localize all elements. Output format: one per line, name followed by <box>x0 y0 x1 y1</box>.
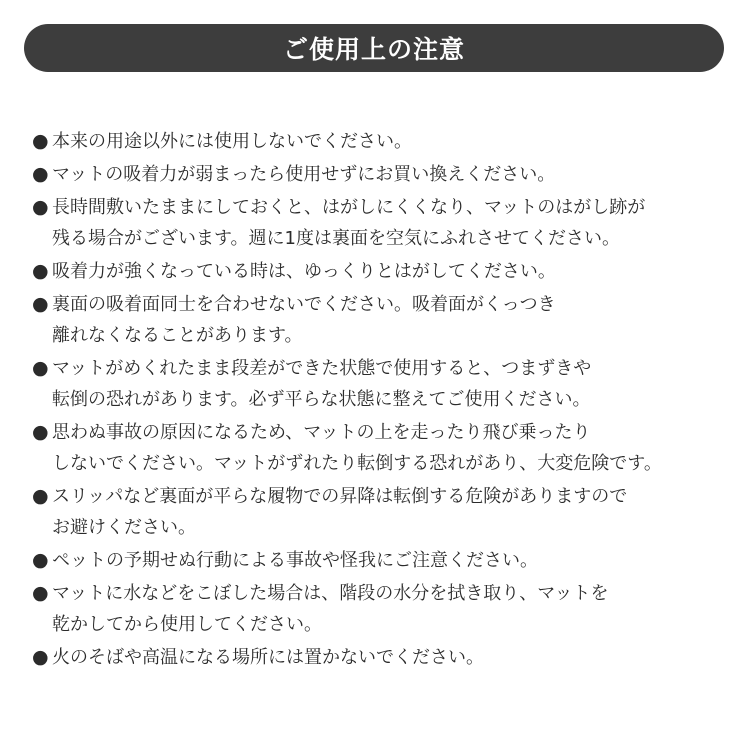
bullet-icon: ● <box>32 421 49 443</box>
caution-line: 離れなくなることがあります。 <box>52 325 303 346</box>
caution-text <box>52 417 662 479</box>
caution-line: ペットの予期せぬ行動による事故や怪我にご注意ください。 <box>52 550 538 571</box>
caution-item <box>32 256 732 287</box>
caution-item <box>32 481 732 543</box>
caution-line: 残る場合がございます。週に1度は裏面を空気にふれさせてください。 <box>52 228 621 249</box>
caution-text <box>52 256 556 287</box>
caution-text <box>52 545 538 576</box>
caution-item <box>32 159 732 190</box>
bullet-icon: ● <box>32 646 49 668</box>
caution-text <box>52 159 555 190</box>
caution-line: 裏面の吸着面同士を合わせないでください。吸着面がくっつき <box>52 294 556 315</box>
bullet-icon: ● <box>32 260 49 282</box>
bullet-icon: ● <box>32 130 49 152</box>
caution-text <box>52 289 556 351</box>
caution-line: マットに水などをこぼした場合は、階段の水分を拭き取り、マットを <box>52 583 609 604</box>
caution-text <box>52 642 484 673</box>
caution-line: マットがめくれたまま段差ができた状態で使用すると、つまずきや <box>52 358 592 379</box>
bullet-icon: ● <box>32 549 49 571</box>
bullet-icon: ● <box>32 357 49 379</box>
caution-line: 火のそばや高温になる場所には置かないでください。 <box>52 647 484 668</box>
bullet-icon: ● <box>32 582 49 604</box>
caution-item <box>32 578 732 640</box>
caution-line: 吸着力が強くなっている時は、ゆっくりとはがしてください。 <box>52 261 556 282</box>
caution-item <box>32 192 732 254</box>
bullet-icon: ● <box>32 293 49 315</box>
caution-item <box>32 126 732 157</box>
title-banner <box>24 24 724 72</box>
caution-line: スリッパなど裏面が平らな履物での昇降は転倒する危険がありますので <box>52 486 628 507</box>
caution-text <box>52 126 412 157</box>
caution-text <box>52 481 627 543</box>
caution-item <box>32 289 732 351</box>
caution-item <box>32 545 732 576</box>
caution-text <box>52 192 645 254</box>
caution-line: 乾かしてから使用してください。 <box>52 614 322 635</box>
bullet-icon: ● <box>32 485 49 507</box>
caution-line: しないでください。マットがずれたり転倒する恐れがあり、大変危険です。 <box>52 453 662 474</box>
caution-line: 長時間敷いたままにしておくと、はがしにくくなり、マットのはがし跡が <box>52 197 646 218</box>
caution-item <box>32 353 732 415</box>
caution-line: 本来の用途以外には使用しないでください。 <box>52 131 412 152</box>
bullet-icon: ● <box>32 163 49 185</box>
caution-item <box>32 417 732 479</box>
caution-line: 思わぬ事故の原因になるため、マットの上を走ったり飛び乗ったり <box>52 422 591 443</box>
caution-list <box>32 126 732 675</box>
caution-text <box>52 578 609 640</box>
page-title: ご使用上の注意 <box>282 35 465 64</box>
caution-line: マットの吸着力が弱まったら使用せずにお買い換えください。 <box>52 164 556 185</box>
caution-text <box>52 353 591 415</box>
caution-line: お避けください。 <box>52 517 196 538</box>
bullet-icon: ● <box>32 196 49 218</box>
caution-line: 転倒の恐れがあります。必ず平らな状態に整えてご使用ください。 <box>52 389 591 410</box>
caution-item <box>32 642 732 673</box>
